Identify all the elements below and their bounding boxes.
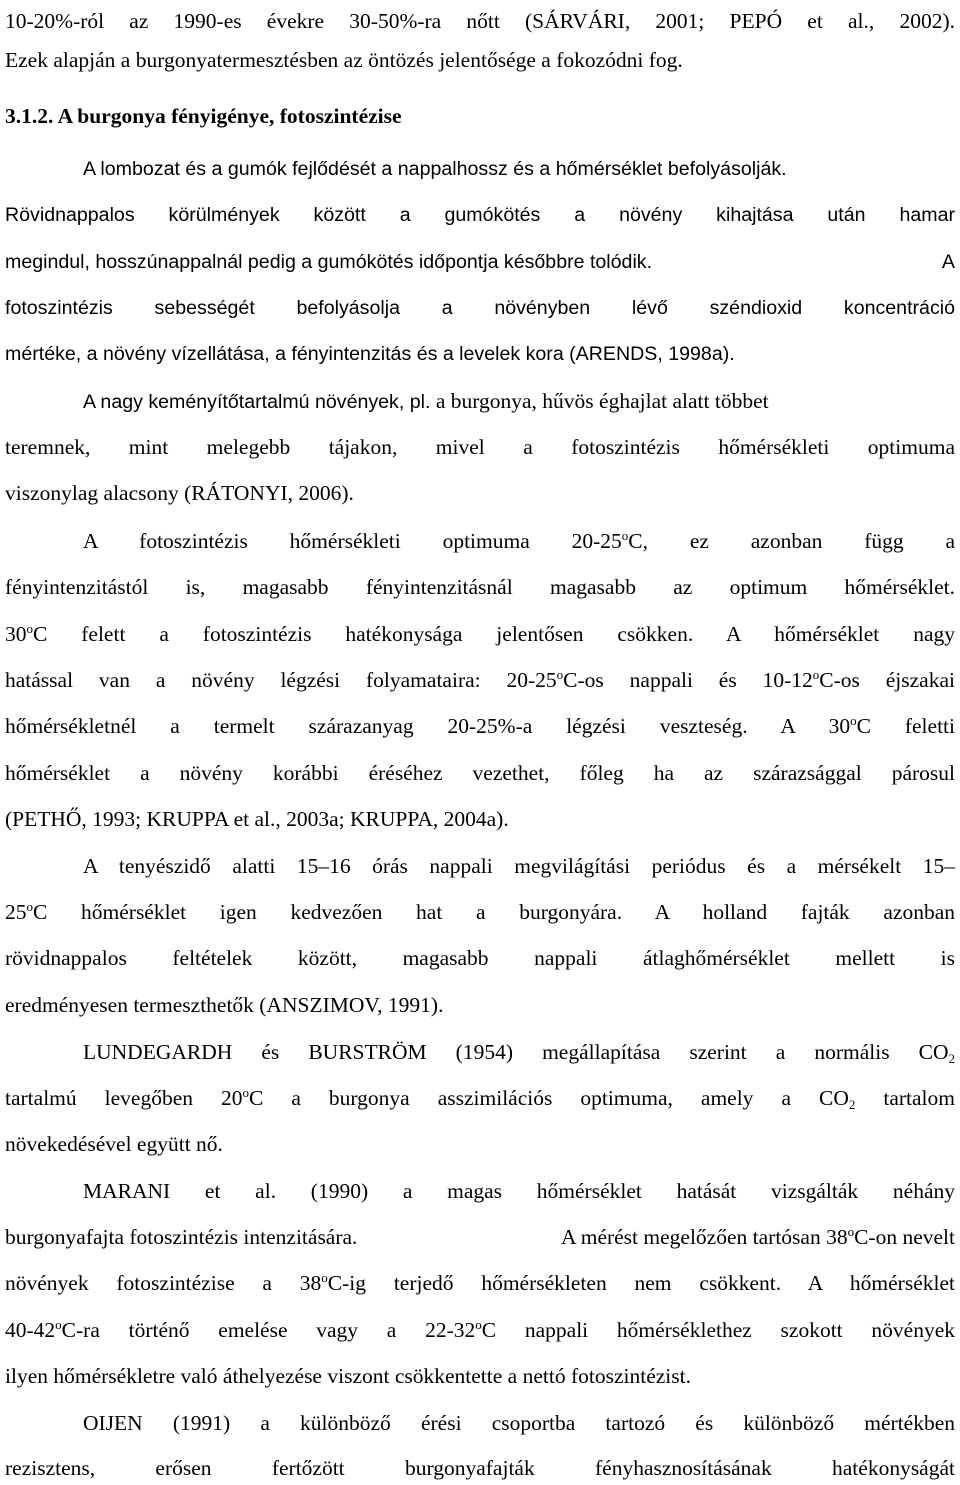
text-line xyxy=(5,43,955,77)
text-line xyxy=(5,617,955,651)
text-span: 40-42 xyxy=(5,1318,56,1342)
text-span: C-on nevelt xyxy=(854,1225,955,1249)
text-line xyxy=(5,1266,955,1300)
text-span: hőmérséklet a növény korábbi éréséhez vezethet, főleg ha az szárazsággal párosul xyxy=(5,761,955,785)
superscript: o xyxy=(621,528,629,543)
text-span: A tenyészidő alatti 15–16 órás nappali megvilágítási periódus és a mérsékelt 15– xyxy=(83,854,955,878)
subscript: 2 xyxy=(948,1051,955,1066)
text-line xyxy=(5,152,955,186)
text-span: OIJEN (1991) a különböző érési csoportba tartozó és különböző mértékben xyxy=(83,1411,955,1435)
text-line xyxy=(5,476,955,510)
text-line xyxy=(5,849,955,883)
text-line xyxy=(5,895,955,929)
text-line xyxy=(5,756,955,790)
text-line xyxy=(5,198,955,232)
text-span: rezisztens, erősen fertőzött burgonyafajták fényhasznosításának hatékonyságát xyxy=(5,1456,955,1480)
text-span: hőmérsékletnél a termelt szárazanyag 20-25%-a légzési veszteség. A 30 xyxy=(5,714,851,738)
text-span: Rövidnappalos körülmények között a gumókötés a növény kihajtása után hamar xyxy=(5,204,955,226)
text-span: C a burgonya asszimilációs optimuma, amely a CO xyxy=(249,1086,849,1110)
text-span: C-os nappali és 10-12 xyxy=(563,668,813,692)
text-span: C felett a fotoszintézis hatékonysága jelentősen csökken. A hőmérséklet nagy xyxy=(33,622,955,646)
text-line xyxy=(5,1220,955,1254)
text-span: C nappali hőmérséklethez szokott növények xyxy=(481,1318,955,1342)
text-span: viszonylag alacsony (RÁTONYI, 2006). xyxy=(5,481,354,505)
text-line xyxy=(5,1313,955,1347)
text-line xyxy=(5,1174,955,1208)
text-line xyxy=(5,1035,955,1069)
text-span: A lombozat és a gumók fejlődését a nappalhossz és a hőmérséklet befolyásolják. xyxy=(83,158,787,180)
text-span: megindul, hosszúnappalnál pedig a gumókötés időpontja későbbre tolódik. xyxy=(5,251,653,273)
text-span: C-os éjszakai xyxy=(819,668,955,692)
text-line xyxy=(5,524,955,558)
superscript: o xyxy=(850,713,857,728)
text-span: LUNDEGARDH és BURSTRÖM (1954) megállapítása szerint a normális CO xyxy=(83,1040,949,1064)
text-line xyxy=(5,291,955,325)
subscript: 2 xyxy=(848,1097,856,1112)
text-span: C, ez azonban függ a xyxy=(628,529,955,553)
text-span: C feletti xyxy=(856,714,955,738)
text-span: hatással van a növény légzési folyamataira: 20-25 xyxy=(5,668,557,692)
text-line xyxy=(5,1406,955,1440)
text-line xyxy=(5,663,955,697)
text-span: teremnek, mint melegebb tájakon, mivel a fotoszintézis hőmérsékleti optimuma xyxy=(5,435,955,459)
text-span: A xyxy=(941,251,955,273)
text-line xyxy=(5,4,955,38)
superscript: o xyxy=(55,1317,62,1332)
text-line xyxy=(5,802,955,836)
text-line xyxy=(5,245,955,279)
text-span: MARANI et al. (1990) a magas hőmérséklet hatását vizsgálták néhány xyxy=(83,1179,955,1203)
superscript: o xyxy=(847,1224,855,1239)
text-line xyxy=(5,988,955,1022)
text-span: fényintenzitástól is, magasabb fényintenzitásnál magasabb az optimum hőmérséklet. xyxy=(5,575,955,599)
text-span: A mérést megelőzően tartósan 38 xyxy=(561,1225,848,1249)
text-line xyxy=(5,570,955,604)
text-span: növények fotoszintézise a 38 xyxy=(5,1271,322,1295)
text-span: 30 xyxy=(5,622,27,646)
text-span: a burgonya, hűvös éghajlat alatt többet xyxy=(435,389,769,413)
text-span: rövidnappalos feltételek között, magasabb nappali átlaghőmérséklet mellett is xyxy=(5,946,955,970)
text-span: 25 xyxy=(5,900,27,924)
text-span-right xyxy=(561,1220,955,1254)
superscript: o xyxy=(26,899,33,914)
text-span: 10-20%-ról az 1990-es évekre 30-50%-ra nőtt (SÁRVÁRI, 2001; PEPÓ et al., 2002). xyxy=(5,9,955,33)
superscript: o xyxy=(475,1317,482,1332)
superscript: o xyxy=(556,667,564,682)
text-span: A nagy keményítőtartalmú növények, pl. xyxy=(83,391,431,413)
heading-text: 3.1.2. A burgonya fényigénye, fotoszintézise xyxy=(5,104,402,128)
text-line xyxy=(5,430,955,464)
text-line xyxy=(5,1359,955,1393)
text-span: C-ig terjedő hőmérsékleten nem csökkent. A hőmérséklet xyxy=(327,1271,955,1295)
superscript: o xyxy=(812,667,820,682)
text-span: mértéke, a növény vízellátása, a fényintenzitás és a levelek kora (ARENDS, 1998a). xyxy=(5,343,735,365)
text-span: Ezek alapján a burgonyatermesztésben az öntözés jelentősége a fokozódni fog. xyxy=(5,48,683,72)
superscript: o xyxy=(26,621,33,636)
text-span: C-ra történő emelése vagy a 22-32 xyxy=(61,1318,476,1342)
text-span: tartalmú levegőben 20 xyxy=(5,1086,243,1110)
text-line xyxy=(5,384,955,418)
text-span: burgonyafajta fotoszintézis intenzitására. xyxy=(5,1225,358,1249)
text-span: (PETHŐ, 1993; KRUPPA et al., 2003a; KRUPPA, 2004a). xyxy=(5,807,509,831)
section-heading xyxy=(5,99,955,133)
text-span: C hőmérséklet igen kedvezően hat a burgonyára. A holland fajták azonban xyxy=(33,900,955,924)
text-span: ilyen hőmérsékletre való áthelyezése viszont csökkentette a nettó fotoszintézist. xyxy=(5,1364,691,1388)
text-span: tartalom xyxy=(855,1086,955,1110)
superscript: o xyxy=(242,1085,249,1100)
text-span: eredményesen termeszthetők (ANSZIMOV, 1991). xyxy=(5,993,444,1017)
text-line xyxy=(5,1127,955,1161)
text-span: növekedésével együtt nő. xyxy=(5,1132,223,1156)
text-span: A fotoszintézis hőmérsékleti optimuma 20-25 xyxy=(83,529,622,553)
text-span: fotoszintézis sebességét befolyásolja a növényben lévő széndioxid koncentráció xyxy=(5,297,955,319)
text-line xyxy=(5,1081,955,1115)
text-line xyxy=(5,709,955,743)
text-line xyxy=(5,1451,955,1485)
text-line xyxy=(5,337,955,371)
superscript: o xyxy=(321,1270,328,1285)
text-line xyxy=(5,941,955,975)
